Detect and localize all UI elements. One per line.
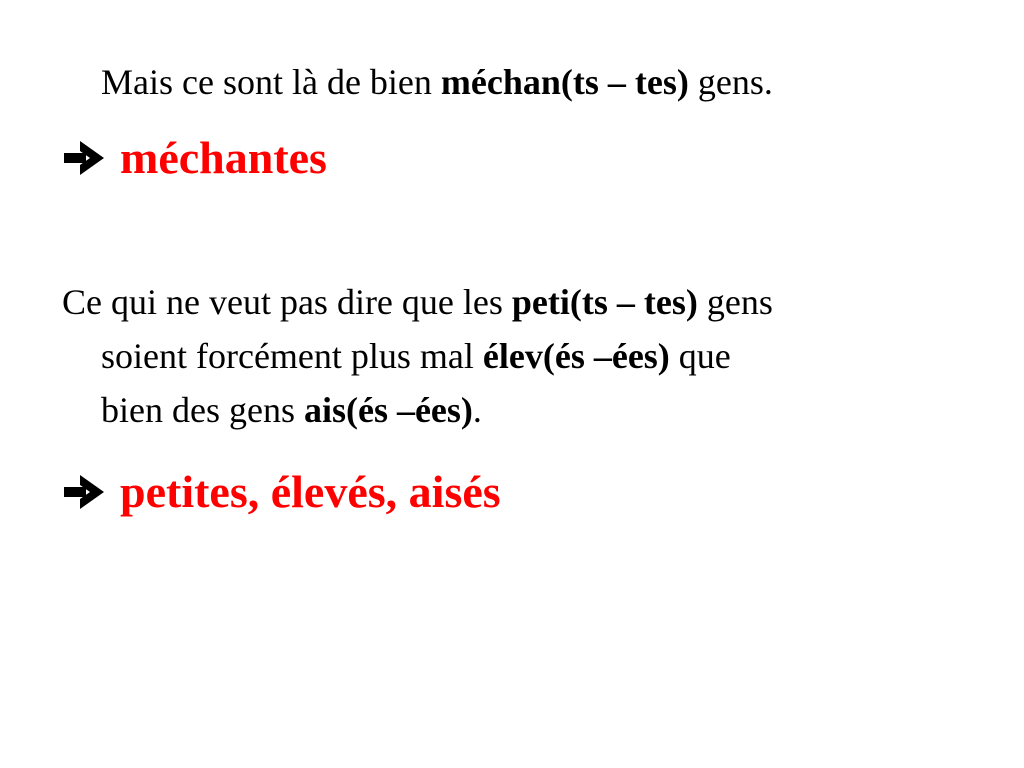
sentence-2-line-2-suffix: que bbox=[669, 336, 731, 376]
answer-1-text: méchantes bbox=[120, 132, 327, 183]
sentence-1-prefix: Mais ce sont là de bien bbox=[101, 62, 441, 102]
sentence-2-line-1-bold: peti(ts – tes) bbox=[511, 282, 698, 322]
sentence-2-line-3-bold: ais(és –ées) bbox=[303, 390, 473, 430]
sentence-2-line-3 bbox=[101, 390, 482, 430]
sentence-1-suffix: gens. bbox=[688, 62, 773, 102]
answer-2 bbox=[62, 464, 501, 520]
sentence-1-bold: méchan(ts – tes) bbox=[440, 62, 689, 102]
sentence-2-line-3-suffix: . bbox=[472, 390, 482, 430]
sentence-2-line-1-suffix: gens bbox=[697, 282, 773, 322]
sentence-2-line-2 bbox=[101, 336, 731, 376]
right-arrow-icon bbox=[62, 472, 106, 512]
answer-1 bbox=[62, 130, 327, 186]
answer-2-text: petites, élevés, aisés bbox=[120, 466, 501, 517]
right-arrow-icon bbox=[62, 138, 106, 178]
sentence-2-line-2-bold: élev(és –ées) bbox=[482, 336, 670, 376]
sentence-1 bbox=[101, 62, 773, 102]
sentence-2-line-1 bbox=[62, 282, 773, 322]
sentence-2-line-2-prefix: soient forcément plus mal bbox=[101, 336, 483, 376]
sentence-2-line-3-prefix: bien des gens bbox=[101, 390, 304, 430]
sentence-2-line-1-prefix: Ce qui ne veut pas dire que les bbox=[62, 282, 512, 322]
